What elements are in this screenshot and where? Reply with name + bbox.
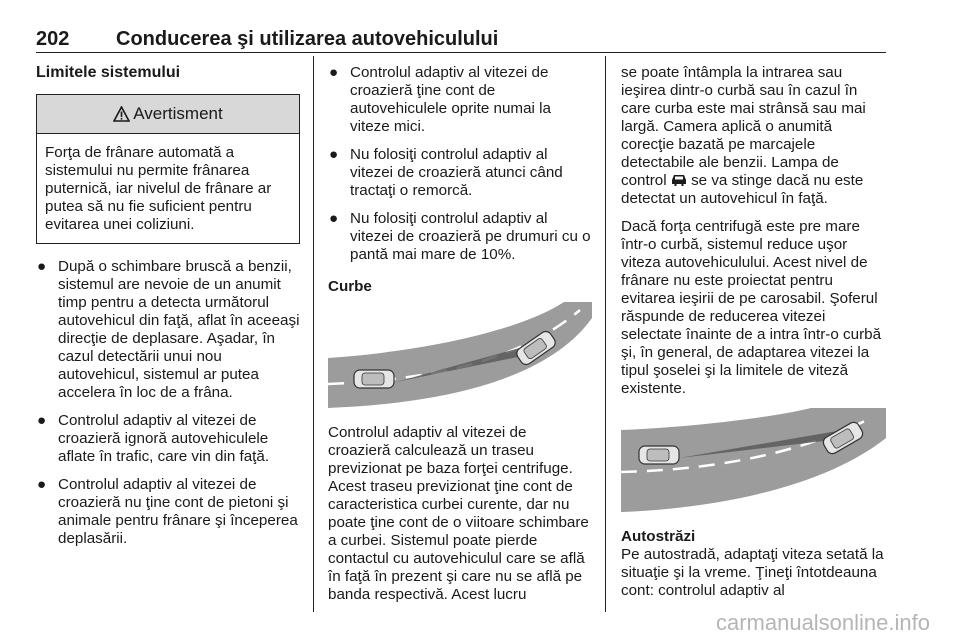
subheading-highways: Autostrăzi <box>621 528 696 545</box>
vehicle-ahead-icon <box>671 173 687 187</box>
column-3 <box>621 64 886 610</box>
page-number: 202 <box>36 28 70 50</box>
paragraph-text: se va stinge dacă nu este detectat un autovehicul în faţă. <box>621 172 864 207</box>
bullet-icon: ● <box>329 210 339 227</box>
column-divider <box>605 56 606 612</box>
paragraph: Controlul adaptiv al vitezei de croazieră calculează un traseu previzionat pe baza forţei centrifuge. Acest traseu previzionat ţine cont de caracteristica curbei curente, dar nu poate ţine cont de o viitoare schimbare a curbei. Sistemul poate pierde contactul cu autovehiculul care se află în faţă în prezent şi care nu se află pe banda respectivă. Acest lucru <box>328 424 589 603</box>
subheading-curves: Curbe <box>328 278 372 295</box>
list-item-text: Controlul adaptiv al vitezei de croazieră nu ţine cont de pietoni şi animale pentru frânare şi începerea deplasării. <box>58 476 298 547</box>
car-icon <box>639 446 679 464</box>
curve-illustration <box>621 408 886 514</box>
bullet-icon: ● <box>37 476 47 493</box>
curve-illustration <box>328 302 592 410</box>
warning-title: Avertisment <box>133 104 223 123</box>
chapter-title: Conducerea şi utilizarea autovehiculului <box>116 28 499 50</box>
list-item-text: După o schimbare bruscă a benzii, sistemul are nevoie de un anumit timp pentru a detecta următorul autovehicul din faţă, aflat în aceeaşi direcţie de deplasare. Aşadar, în cazul detectării unui nou autovehicul, sistemul ar putea accelera în loc de a frâna. <box>58 258 300 401</box>
paragraph: Dacă forţa centrifugă este pre mare într-o curbă, sistemul reduce uşor viteza autovehiculului. Acest nivel de frânare nu este proiectat pentru evitarea ieşirii de pe carosabil. Şoferul răspunde de reducerea vitezei selectate înainte de a intra într-o curbă şi, în general, de adaptarea vitezei la tipul şoselei şi la limitele de viteză existente. <box>621 218 882 397</box>
list-item <box>36 412 300 466</box>
bullet-icon: ● <box>37 258 47 275</box>
paragraph-text: se poate întâmpla la intrarea sau ieşirea dintr-o curbă sau în cazul în care curba este mai strânsă sau mai largă. Camera aplică o anumită corecţie bazată pe marcajele detectabile ale benzii. Lampa de control <box>621 64 866 189</box>
watermark: carmanualsonline.info <box>715 610 930 635</box>
warning-header <box>37 95 299 134</box>
list-item <box>328 146 592 200</box>
paragraph: Pe autostradă, adaptaţi viteza setată la situaţie şi la vreme. Ţineţi întotdeauna cont: controlul adaptiv al <box>621 546 884 599</box>
bullet-icon: ● <box>37 412 47 429</box>
paragraph <box>621 64 886 208</box>
list-item-text: Nu folosiţi controlul adaptiv al vitezei de croazieră pe drumuri cu o pantă mai mare de 10%. <box>350 210 591 263</box>
list-item <box>36 476 300 548</box>
warning-triangle-icon <box>113 106 130 122</box>
list-item-text: Nu folosiţi controlul adaptiv al vitezei de croazieră atunci când tractaţi o remorcă. <box>350 146 563 199</box>
bullet-list <box>36 258 300 548</box>
list-item-text: Controlul adaptiv al vitezei de croazieră ţine cont de autovehiculele oprite numai la viteze mici. <box>350 64 551 135</box>
column-2 <box>328 64 592 614</box>
list-item <box>36 258 300 402</box>
list-item <box>328 210 592 264</box>
column-1 <box>36 64 300 558</box>
section-title: Limitele sistemului <box>36 64 181 81</box>
car-icon <box>354 370 394 388</box>
bullet-icon: ● <box>329 64 339 81</box>
bullet-icon: ● <box>329 146 339 163</box>
header-rule <box>36 52 886 53</box>
list-item <box>328 64 592 136</box>
warning-text: Forţa de frânare automată a sistemului nu permite frânarea puternică, iar nivelul de frânare ar putea să nu fie suficient pentru evitarea unei coliziuni. <box>45 144 272 233</box>
warning-box <box>36 94 300 244</box>
column-divider <box>313 56 314 612</box>
bullet-list <box>328 64 592 264</box>
list-item-text: Controlul adaptiv al vitezei de croazieră ignoră autovehiculele aflate în trafic, care vin din faţă. <box>58 412 270 465</box>
